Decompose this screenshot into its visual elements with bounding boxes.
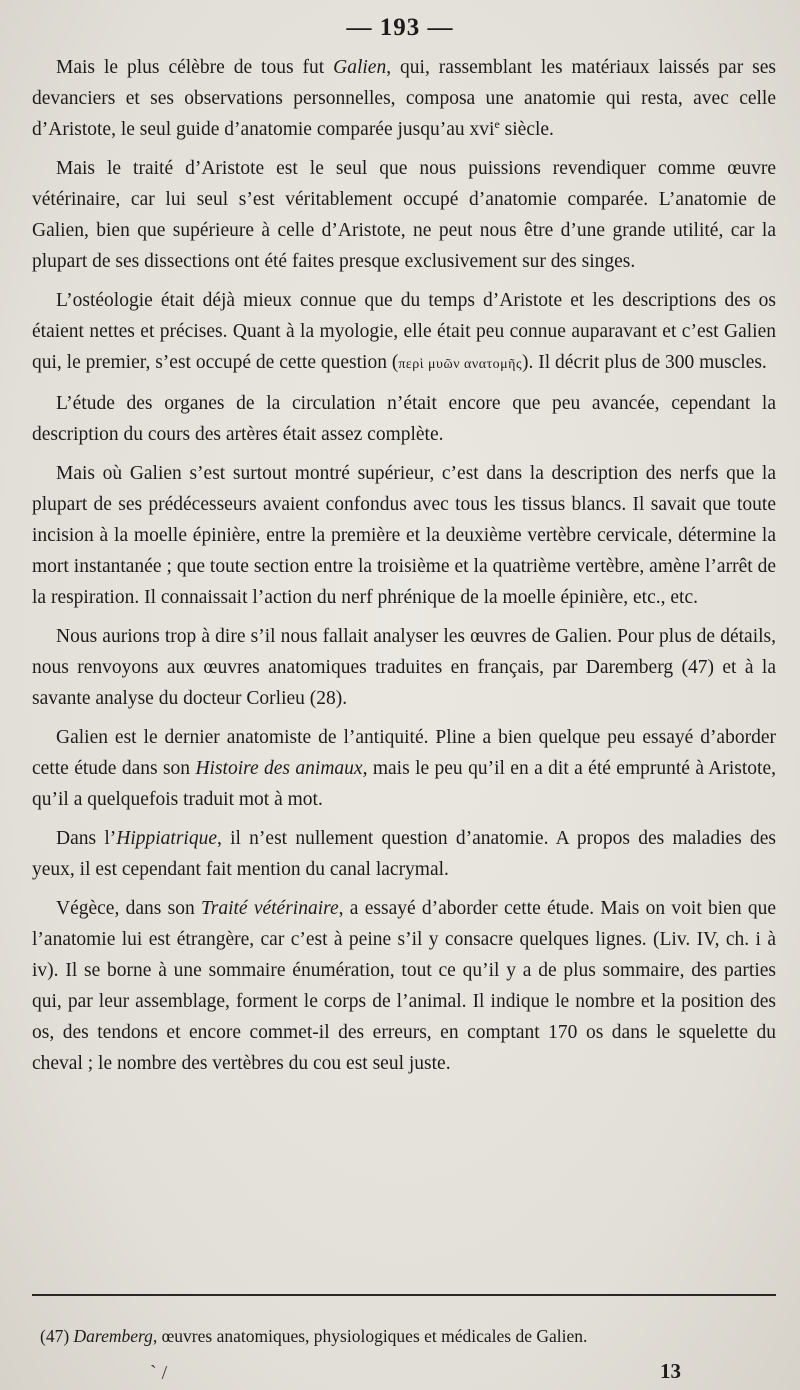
paragraph-pline: Galien est le dernier anatomiste de l’antiquité. Pline a bien quelque peu essayé d’aborder cette étude dans son Histoire des animaux, mais le peu qu’il en a dit a été emprunté à Aristote, qu’il a quelquefois traduit mot à mot.	[32, 727, 776, 810]
signature-mark: 13	[660, 1359, 681, 1383]
italic-hippiatrique: Hippiatrique	[116, 828, 217, 849]
greek-title: περὶ μυῶν ανατομῆς	[398, 357, 523, 372]
paragraph-oeuvres: Nous aurions trop à dire s’il nous fallait analyser les œuvres de Galien. Pour plus de détails, nous renvoyons aux œuvres anatomiques traduites en français, par Daremberg (47) et à la savante analyse du docteur Corlieu (28).	[32, 626, 776, 709]
margin-mark: ` /	[150, 1362, 168, 1384]
paragraph-circulation: L’étude des organes de la circulation n’était encore que peu avancée, cependant la description du cours des artères était assez complète.	[32, 393, 776, 445]
italic-traite: Traité vétérinaire	[200, 898, 339, 919]
italic-histoire: Histoire des animaux	[195, 758, 363, 779]
paragraph-galien-intro: Mais le plus célèbre de tous fut Galien, qui, rassemblant les matériaux laissés par ses devanciers et ses observations personnelles, composa une anatomie qui resta, avec celle d’Aristote, le seul guide d’anatomie comparée jusqu’au xvi$^e$ siècle.	[32, 57, 776, 140]
paragraph-nerfs: Mais où Galien s’est surtout montré supérieur, c’est dans la description des nerfs que la plupart de ses prédécesseurs avaient confondus avec tous les tissus blancs. Il savait que toute incision à la moelle épinière, entre la première et la deuxième vertèbre cervicale, détermine la mort instantanée ; que toute section entre la troisième et la quatrième vertèbre, amène l’arrêt de la respiration. Il connaissait l’action du nerf phrénique de la moelle épinière, etc., etc.	[32, 463, 776, 608]
paragraph-vegece: Végèce, dans son Traité vétérinaire, a essayé d’aborder cette étude. Mais on voit bien que l’anatomie lui est étrangère, car c’est à peine s’il y consacre quelques lignes. (Liv. IV, ch. i à iv). Il se borne à une sommaire énumération, tout ce qu’il y a de plus sommaire, des parties qui, par leur assemblage, forment le corps de l’animal. Il indique le nombre et la position des os, des tendons et encore commet-il des erreurs, en comptant 170 os dans le squelette du cheval ; le nombre des vertèbres du cou est seul juste.	[32, 898, 776, 1074]
italic-galien: Galien	[333, 57, 387, 78]
body-text	[32, 52, 776, 1087]
paragraph-osteologie: L’ostéologie était déjà mieux connue que du temps d’Aristote et les descriptions des os étaient nettes et précises. Quant à la myologie, elle était peu connue auparavant et c’est Galien qui, le premier, s’est occupé de cette question (περὶ μυῶν ανατομῆς). Il décrit plus de 300 muscles.	[32, 290, 776, 373]
superscript: e	[494, 117, 500, 131]
footnote-author: Daremberg	[73, 1326, 153, 1346]
page-number: — 193 —	[346, 14, 454, 41]
paragraph-aristote: Mais le traité d’Aristote est le seul que nous puissions revendiquer comme œuvre vétérinaire, car lui seul s’est véritablement occupé d’anatomie comparée. L’anatomie de Galien, bien que supérieure à celle d’Aristote, ne peut nous être d’une grande utilité, car la plupart de ses dissections ont été faites presque exclusivement sur des singes.	[32, 158, 776, 272]
footnote-divider	[32, 1294, 776, 1296]
footnote: (47) Daremberg, œuvres anatomiques, physiologiques et médicales de Galien.	[40, 1326, 588, 1346]
paragraph-hippiatrique: Dans l’Hippiatrique, il n’est nullement question d’anatomie. A propos des maladies des yeux, il est cependant fait mention du canal lacrymal.	[32, 828, 776, 880]
